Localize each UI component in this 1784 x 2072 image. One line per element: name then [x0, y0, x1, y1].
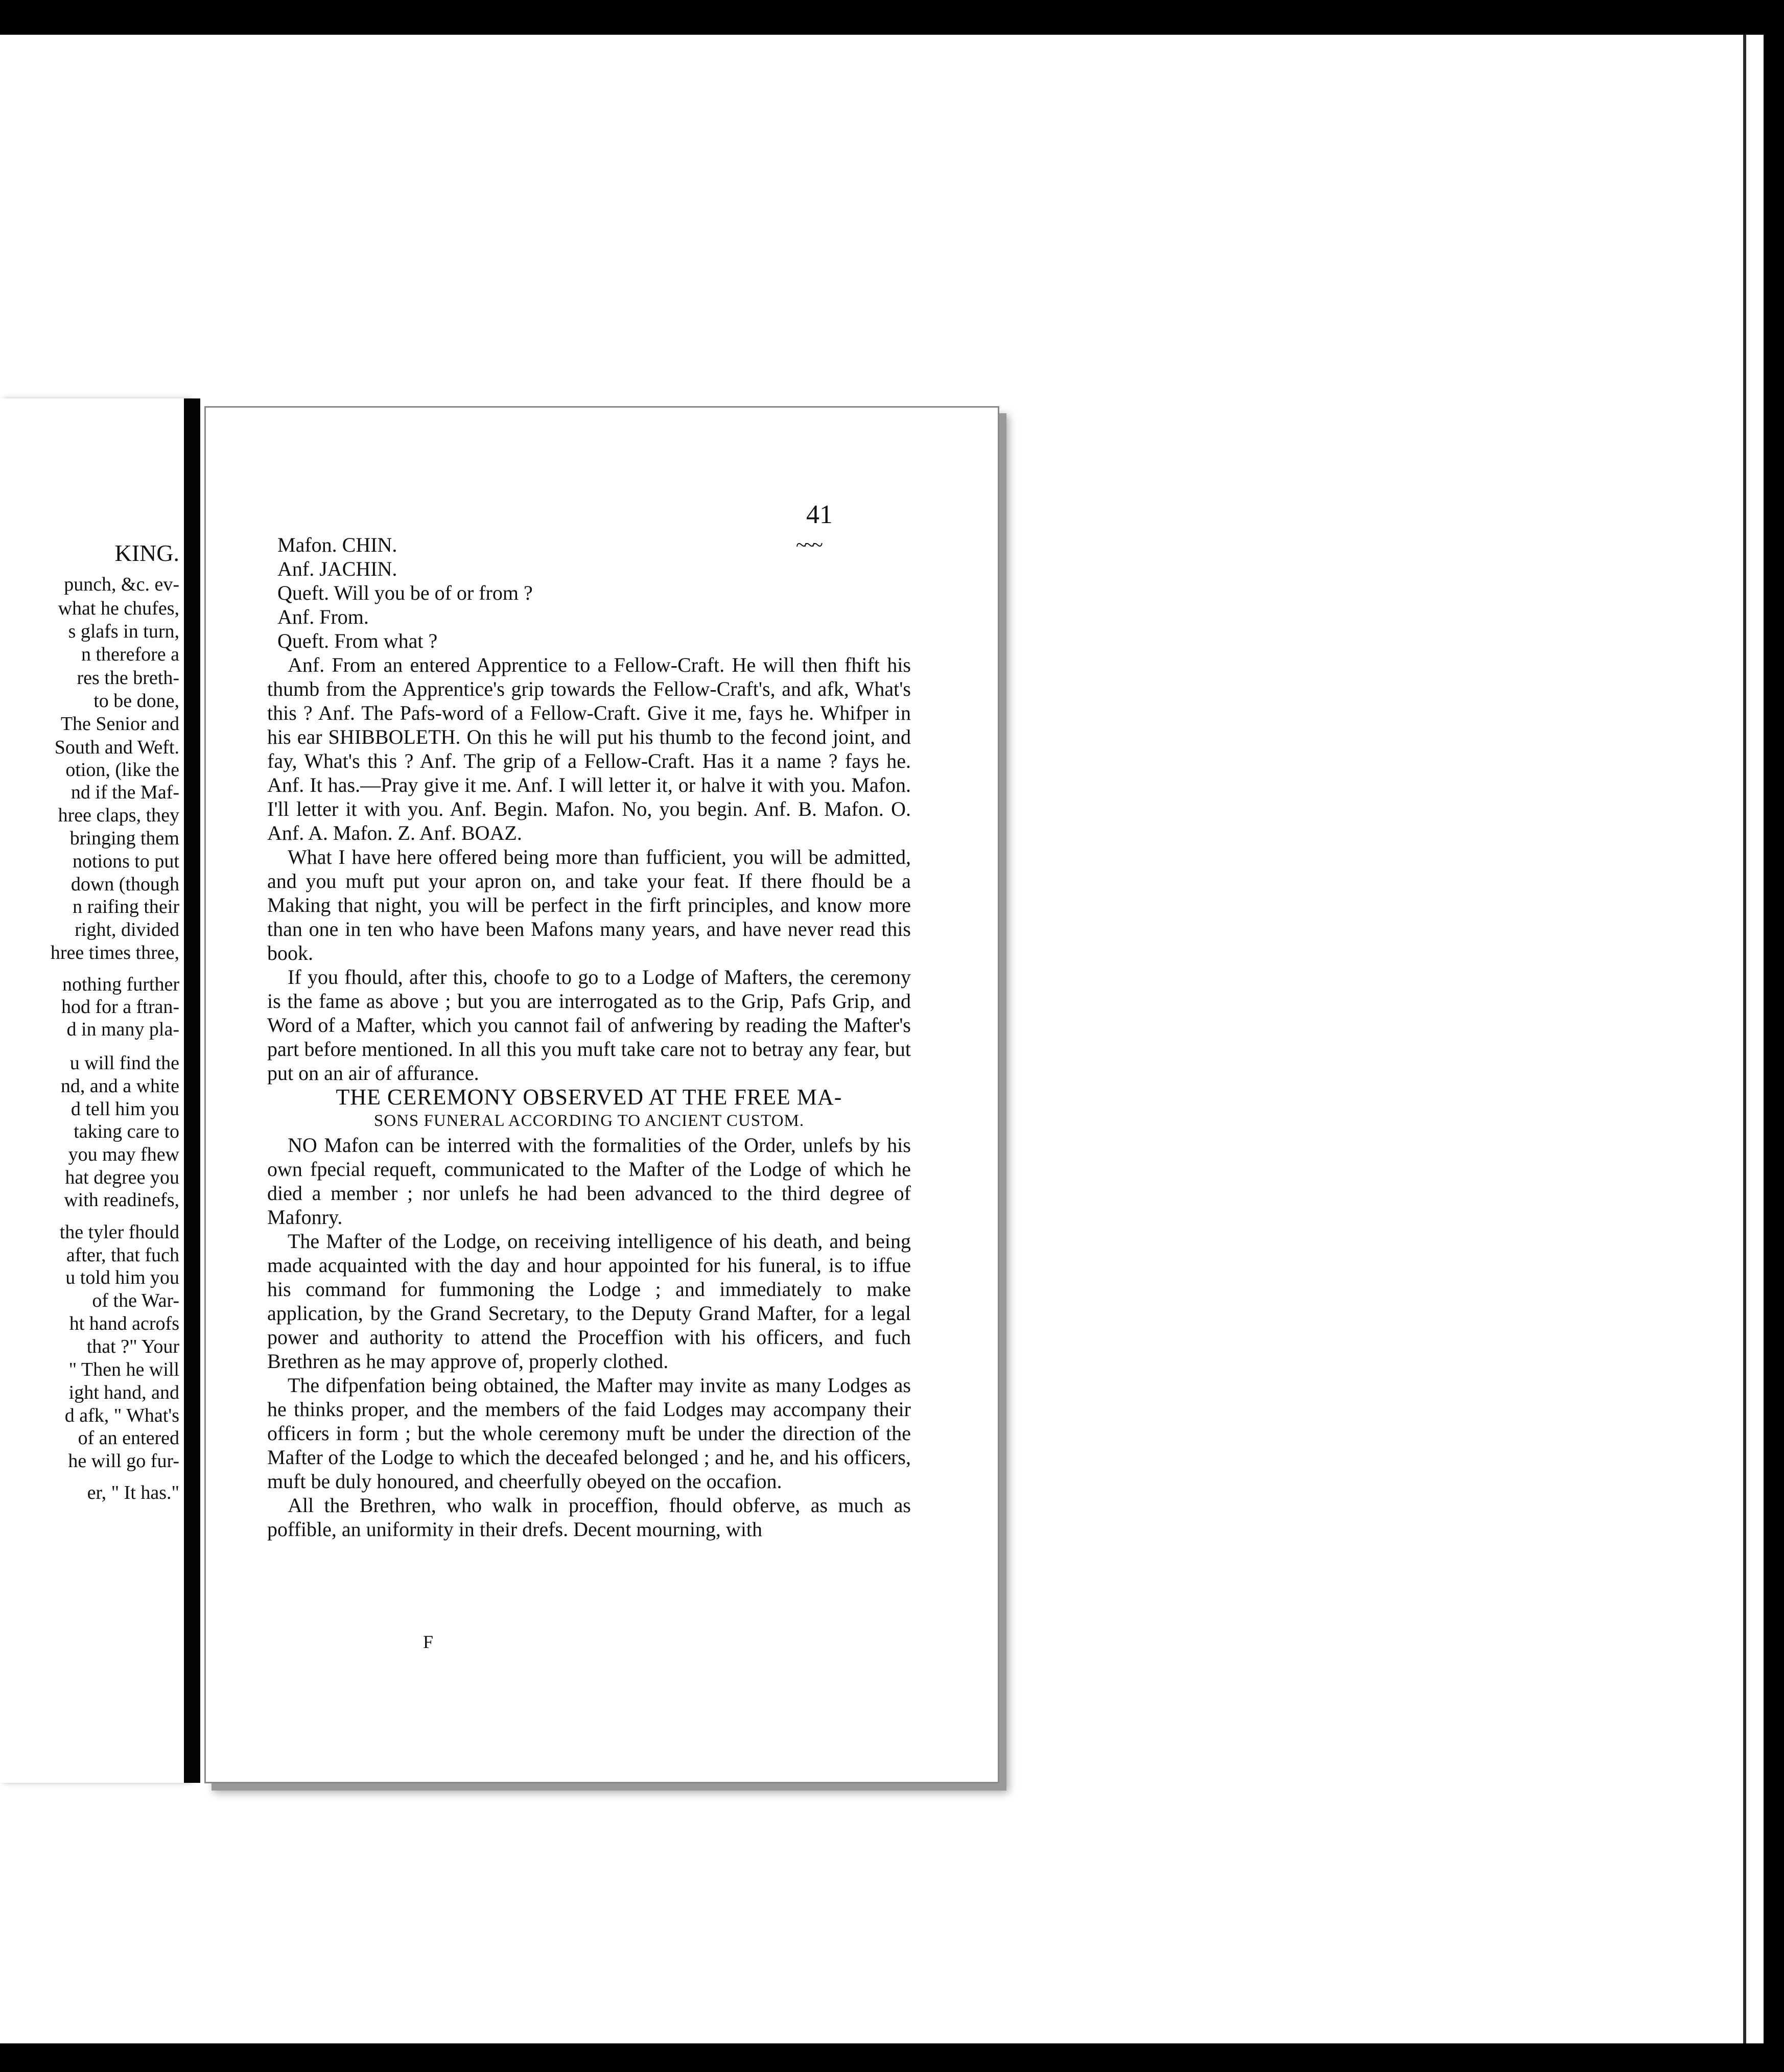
left-page-text-line: of an entered: [78, 1427, 179, 1449]
scan-bottom-border: [0, 2043, 1784, 2072]
left-page-text-line: you may fhew: [68, 1144, 179, 1165]
left-page-text-line: hree claps, they: [58, 805, 179, 826]
scan-top-border: [0, 0, 1784, 35]
left-page-text-line: that ?" Your: [86, 1336, 179, 1357]
left-page-fragment: [0, 398, 189, 1783]
left-page-text-line: with readinefs,: [64, 1189, 179, 1211]
left-page-text-line: hree times three,: [50, 942, 179, 963]
scan-right-border: [1764, 0, 1784, 2072]
left-page-text-line: nd, and a white: [60, 1075, 179, 1097]
left-page-text-line: of the War-: [92, 1290, 179, 1311]
left-page-text-line: South and Weft.: [54, 737, 179, 758]
left-page-text-line: n therefore a: [81, 644, 179, 665]
left-page-text-line: n raifing their: [73, 896, 179, 917]
dialogue-line: Anf. JACHIN.: [277, 557, 397, 580]
left-page-text-line: d in many pla-: [66, 1019, 179, 1040]
left-page-text-line: punch, &c. ev-: [64, 574, 179, 595]
left-page-text-line: to be done,: [93, 690, 179, 712]
left-page-text-line: nothing further: [62, 974, 179, 995]
page-number-ornament: ~~~: [796, 533, 820, 556]
left-page-text-line: s glafs in turn,: [68, 621, 179, 642]
dialogue-line: Queft. From what ?: [277, 629, 438, 652]
scan-right-edge: [1743, 35, 1746, 2043]
section-subheading: SONS FUNERAL ACCORDING TO ANCIENT CUSTOM.: [373, 1112, 805, 1130]
left-page-text-line: d afk, " What's: [64, 1405, 179, 1426]
left-page-text-line: er, " It has.": [87, 1482, 179, 1503]
left-page-text-line: u will find the: [69, 1052, 179, 1074]
left-page-text-line: hat degree you: [65, 1167, 179, 1188]
left-page-text-line: res the breth-: [77, 667, 179, 689]
left-page-text-line: hod for a ftran-: [61, 996, 179, 1018]
left-page-text-line: he will go fur-: [68, 1450, 179, 1472]
left-page-heading-fragment: KING.: [114, 540, 179, 566]
left-page-text-line: " Then he will: [68, 1359, 179, 1380]
page-text: [267, 533, 911, 1541]
dialogue-line: Anf. From.: [277, 605, 369, 628]
left-page-text-line: u told him you: [65, 1267, 179, 1288]
left-page-text-line: notions to put: [72, 851, 179, 872]
paragraph: NO Mafon can be interred with the formalities of the Order, unlefs by his own fpecial requeft, communicated to the Mafter of the Lodge of which he died a member ; nor unlefs he had been advanced to the third degree of Mafonry.: [267, 1134, 911, 1229]
left-page-text-line: after, that fuch: [66, 1244, 179, 1266]
paragraph: What I have here offered being more than fufficient, you will be admitted, and you muft put your apron on, and take your feat. If there fhould be a Making that night, you will be perfect in the firft principles, and know more than one in ten who have been Mafons many years, and have never read this book.: [267, 845, 911, 964]
left-page-text-line: the tyler fhould: [59, 1221, 179, 1243]
left-page-text-line: otion, (like the: [65, 759, 179, 781]
left-page-text-line: The Senior and: [60, 713, 179, 735]
left-page-text-line: what he chufes,: [58, 598, 179, 619]
paragraph: Anf. From an entered Apprentice to a Fellow-Craft. He will then fhift his thumb from the Apprentice's grip towards the Fellow-Craft's, and afk, What's this ? Anf. The Pafs-word of a Fellow-Craft. Give it me, fays he. Whifper in his ear SHIBBOLETH. On this he will put his thumb to the fecond joint, and fay, What's this ? Anf. The grip of a Fellow-Craft. Has it a name ? fays he. Anf. It has.—Pray give it me. Anf. I will letter it, or halve it with you. Mafon. I'll letter it with you. Anf. Begin. Mafon. No, you begin. Anf. B. Mafon. O. Anf. A. Mafon. Z. Anf. BOAZ.: [267, 653, 911, 844]
left-page-text-line: ight hand, and: [68, 1382, 179, 1403]
page-number: 41: [806, 500, 833, 529]
signature-mark: F: [423, 1632, 434, 1652]
paragraph: The Mafter of the Lodge, on receiving intelligence of his death, and being made acquainted with the day and hour appointed for his funeral, is to iffue his command for fummoning the Lodge ; and immediately to make application, by the Grand Secretary, to the Deputy Grand Mafter, for a legal power and authority to attend the Proceffion with his officers, and fuch Brethren as he may approve of, properly clothed.: [267, 1230, 911, 1373]
left-page-text-line: taking care to: [74, 1121, 179, 1142]
left-page-text-line: ht hand acrofs: [69, 1313, 179, 1334]
left-page-text-line: nd if the Maf-: [71, 782, 179, 803]
left-page-text-line: bringing them: [69, 828, 179, 849]
right-page: [204, 406, 999, 1783]
section-heading: THE CEREMONY OBSERVED AT THE FREE MA-: [336, 1085, 842, 1110]
dialogue-line: Queft. Will you be of or from ?: [277, 581, 533, 604]
left-page-text-line: down (though: [71, 874, 179, 895]
paragraph: If you fhould, after this, choofe to go to a Lodge of Mafters, the ceremony is the fame as above ; but you are interrogated as to the Grip, Pafs Grip, and Word of a Mafter, which you cannot fail of anfwering by reading the Mafter's part before mentioned. In all this you muft take care not to betray any fear, but put on an air of affurance.: [267, 966, 911, 1085]
left-page-text-line: d tell him you: [71, 1098, 179, 1120]
left-page-text-line: right, divided: [75, 919, 179, 940]
paragraph: All the Brethren, who walk in proceffion, fhould obferve, as much as poffible, an uniformity in their drefs. Decent mourning, with: [267, 1494, 911, 1541]
book-gutter: [184, 398, 200, 1783]
dialogue-line: Mafon. CHIN.: [277, 533, 397, 556]
paragraph: The difpenfation being obtained, the Mafter may invite as many Lodges as he thinks proper, and the members of the faid Lodges may accompany their officers in form ; but the whole ceremony muft be under the direction of the Mafter of the Lodge to which the deceafed belonged ; and he, and his officers, muft be duly honoured, and cheerfully obeyed on the occafion.: [267, 1374, 911, 1493]
